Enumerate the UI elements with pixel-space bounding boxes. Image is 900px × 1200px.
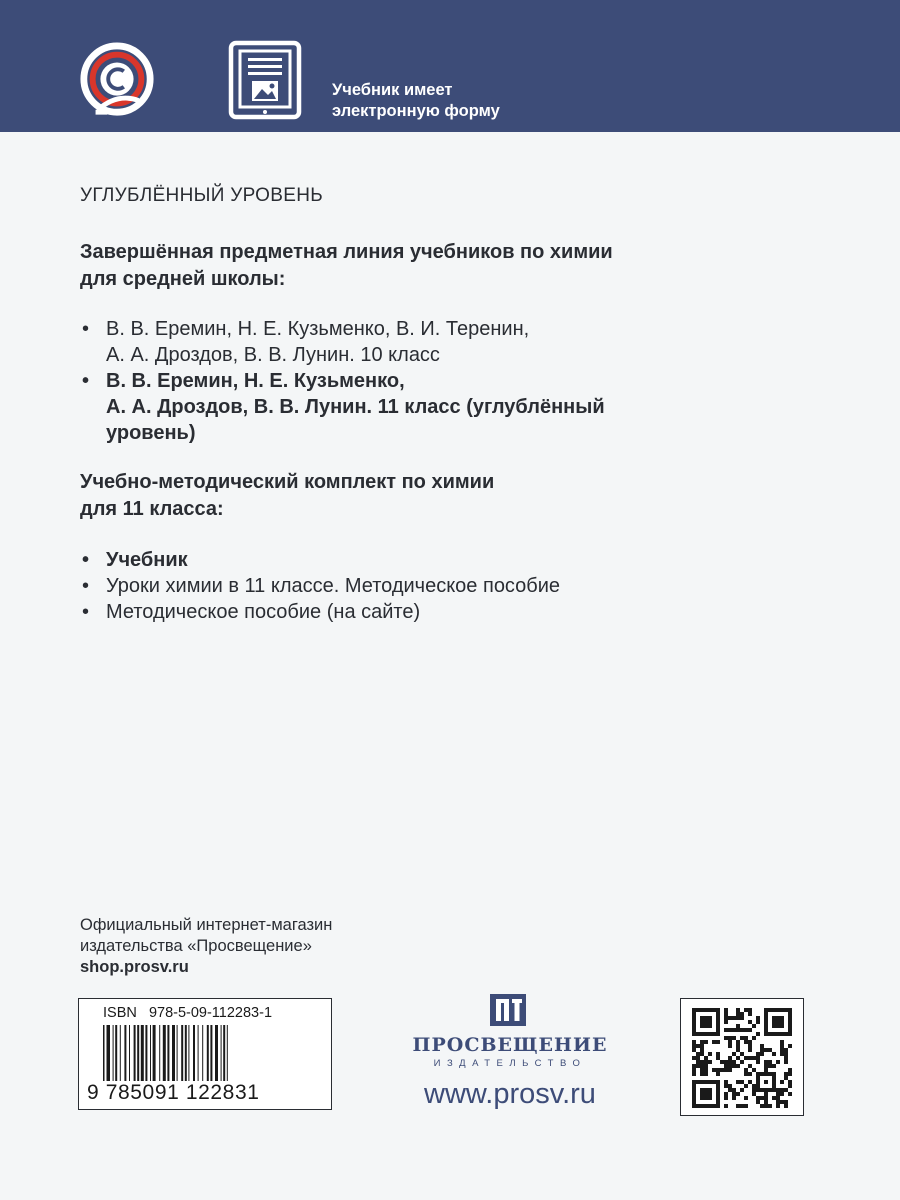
section2-heading-line-2: для 11 класса: [80, 498, 224, 520]
publisher-subtitle: ИЗДАТЕЛЬСТВО [433, 1058, 587, 1069]
copyright-disc-icon [78, 42, 156, 120]
shop-info [80, 915, 332, 978]
list-item-line: • В. В. Еремин, Н. Е. Кузьменко, В. И. Теренин, [106, 318, 530, 340]
list-item: • Учебник [80, 547, 560, 573]
eform-line-1: Учебник имеет [332, 81, 453, 99]
shop-line-2: издательства «Просвещение» [80, 937, 312, 955]
section2-heading [80, 469, 494, 523]
list-item: • Методическое пособие (на сайте) [80, 599, 560, 625]
level-title: УГЛУБЛЁННЫЙ УРОВЕНЬ [80, 185, 323, 206]
prosveshchenie-logo-icon [488, 992, 528, 1028]
electronic-form-note [332, 80, 500, 122]
eform-line-2: электронную форму [332, 102, 500, 120]
section2-heading-line-1: Учебно-методический комплект по химии [80, 471, 495, 493]
publisher-url[interactable]: www.prosv.ru [424, 1078, 596, 1110]
list-item-line: уровень) [106, 422, 196, 444]
list-item-line: • В. В. Еремин, Н. Е. Кузьменко, [106, 370, 405, 392]
shop-line-1: Официальный интернет-магазин [80, 916, 333, 934]
tablet-icon [228, 40, 302, 120]
section1-heading [80, 239, 613, 293]
qr-box [680, 998, 804, 1116]
top-band [0, 0, 900, 132]
section1-heading-line-2: для средней школы: [80, 268, 286, 290]
list-item [80, 316, 605, 368]
section1-heading-line-1: Завершённая предметная линия учебников по химии [80, 241, 613, 263]
barcode-box [78, 998, 332, 1110]
list-item-line: А. А. Дроздов, В. В. Лунин. 11 класс (углублённый [106, 396, 605, 418]
list-item [80, 368, 605, 446]
barcode-digits: 9 785091 122831 [87, 1081, 264, 1105]
publisher-name: ПРОСВЕЩЕНИЕ [412, 1034, 608, 1056]
isbn-number: 978-5-09-112283-1 [148, 1005, 273, 1021]
shop-url: shop.prosv.ru [80, 958, 189, 976]
section2-list [80, 547, 560, 625]
isbn-label [103, 1005, 272, 1021]
qr-code-icon[interactable] [692, 1008, 792, 1108]
list-item-line: А. А. Дроздов, В. В. Лунин. 10 класс [106, 344, 440, 366]
isbn-prefix: ISBN [103, 1005, 137, 1021]
section1-list [80, 316, 605, 446]
list-item: • Уроки химии в 11 классе. Методическое пособие [80, 573, 560, 599]
